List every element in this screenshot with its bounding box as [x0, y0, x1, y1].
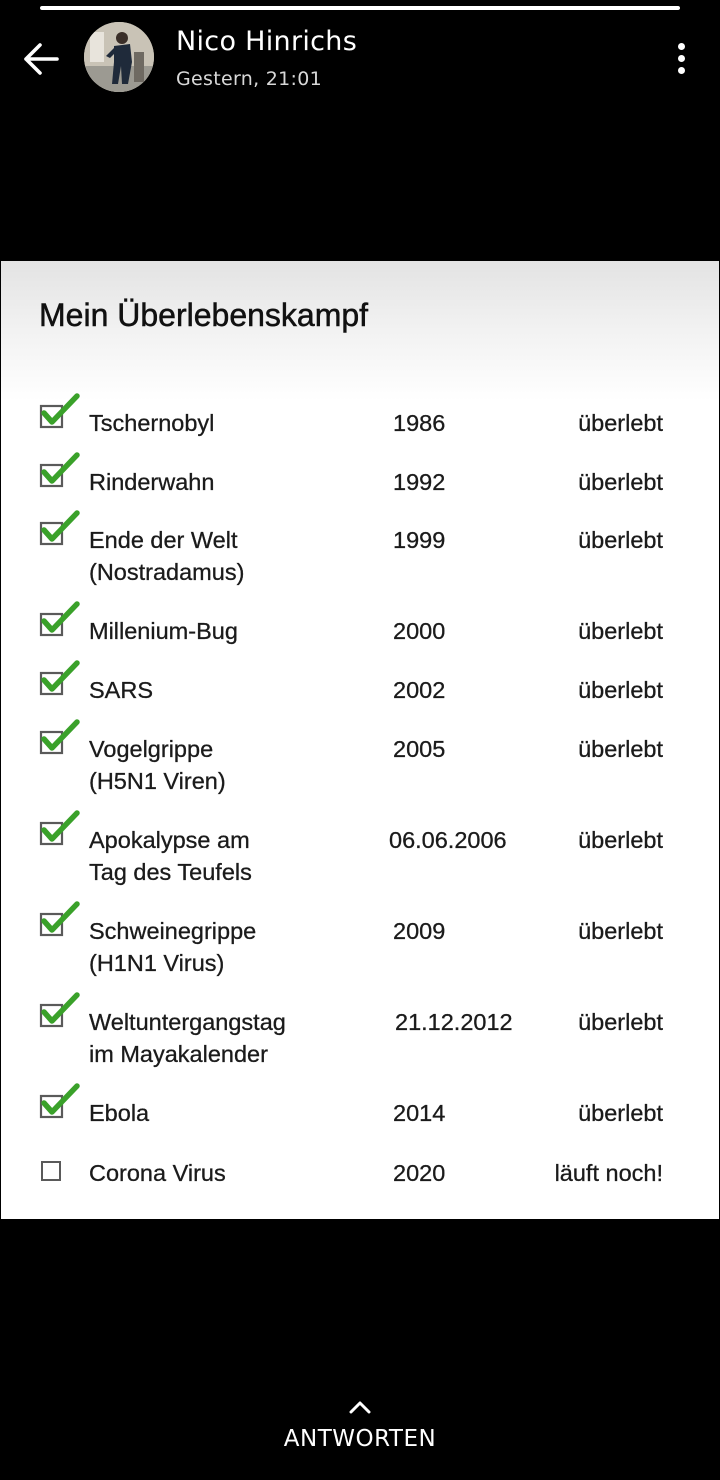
more-options-button[interactable] [662, 38, 700, 78]
event-year: 2014 [393, 1100, 446, 1126]
event-status: überlebt [578, 736, 663, 762]
profile-photo [84, 22, 154, 92]
event-status: überlebt [578, 918, 663, 944]
back-button[interactable] [18, 36, 64, 82]
checked-box-icon [39, 992, 83, 1030]
event-year: 2020 [393, 1160, 446, 1186]
event-name: Schweinegrippe (H1N1 Virus) [89, 918, 257, 976]
event-name: Rinderwahn [89, 469, 215, 495]
event-year: 2009 [393, 918, 446, 944]
checked-box-icon [39, 810, 83, 848]
event-name: Vogelgrippe (H5N1 Viren) [89, 736, 226, 794]
checked-box-icon [39, 452, 83, 490]
story-progress-bar [40, 6, 680, 10]
event-status: überlebt [578, 1100, 663, 1126]
event-status: überlebt [578, 1009, 663, 1035]
event-name: Tschernobyl [89, 410, 215, 436]
event-year: 1986 [393, 410, 446, 436]
event-year: 2005 [393, 736, 446, 762]
event-status: überlebt [578, 827, 663, 853]
checked-box-icon [39, 901, 83, 939]
event-status: überlebt [578, 469, 663, 495]
event-year: 2000 [393, 618, 446, 644]
checked-box-icon [39, 719, 83, 757]
event-status: überlebt [578, 677, 663, 703]
event-name: Apokalypse am Tag des Teufels [89, 827, 252, 885]
reply-button[interactable] [230, 1392, 490, 1472]
more-vertical-icon-dot [678, 67, 685, 74]
checked-box-icon [39, 510, 83, 548]
event-name: Millenium-Bug [89, 618, 238, 644]
checked-box-icon [39, 660, 83, 698]
reply-label: ANTWORTEN [283, 1426, 437, 1452]
image-title: Mein Überlebenskampf [39, 297, 369, 333]
arrow-left-icon [22, 42, 60, 76]
checked-box-icon [39, 601, 83, 639]
event-status: läuft noch! [554, 1160, 663, 1186]
story-image [1, 261, 719, 1219]
story-progress-fill [40, 6, 680, 10]
event-status: überlebt [578, 410, 663, 436]
more-vertical-icon-dot [678, 55, 685, 62]
event-status: überlebt [578, 618, 663, 644]
event-name: Ebola [89, 1100, 150, 1126]
checked-box-icon [39, 1083, 83, 1121]
event-status: überlebt [578, 527, 663, 553]
more-vertical-icon [678, 43, 685, 50]
event-year: 1999 [393, 527, 446, 553]
event-year: 06.06.2006 [389, 827, 507, 853]
event-name: SARS [89, 677, 153, 703]
event-year: 1992 [393, 469, 446, 495]
event-name: Corona Virus [89, 1160, 226, 1186]
author-name[interactable]: Nico Hinrichs [176, 26, 358, 57]
event-name: Ende der Welt (Nostradamus) [89, 527, 245, 585]
empty-checkbox-icon [41, 1161, 61, 1181]
event-year: 21.12.2012 [395, 1009, 513, 1035]
checked-box-icon [39, 393, 83, 431]
post-timestamp: Gestern, 21:01 [176, 68, 323, 90]
event-name: Weltuntergangstag im Mayakalender [89, 1009, 286, 1067]
event-year: 2002 [393, 677, 446, 703]
chevron-up-icon [348, 1400, 372, 1414]
avatar[interactable] [84, 22, 154, 92]
